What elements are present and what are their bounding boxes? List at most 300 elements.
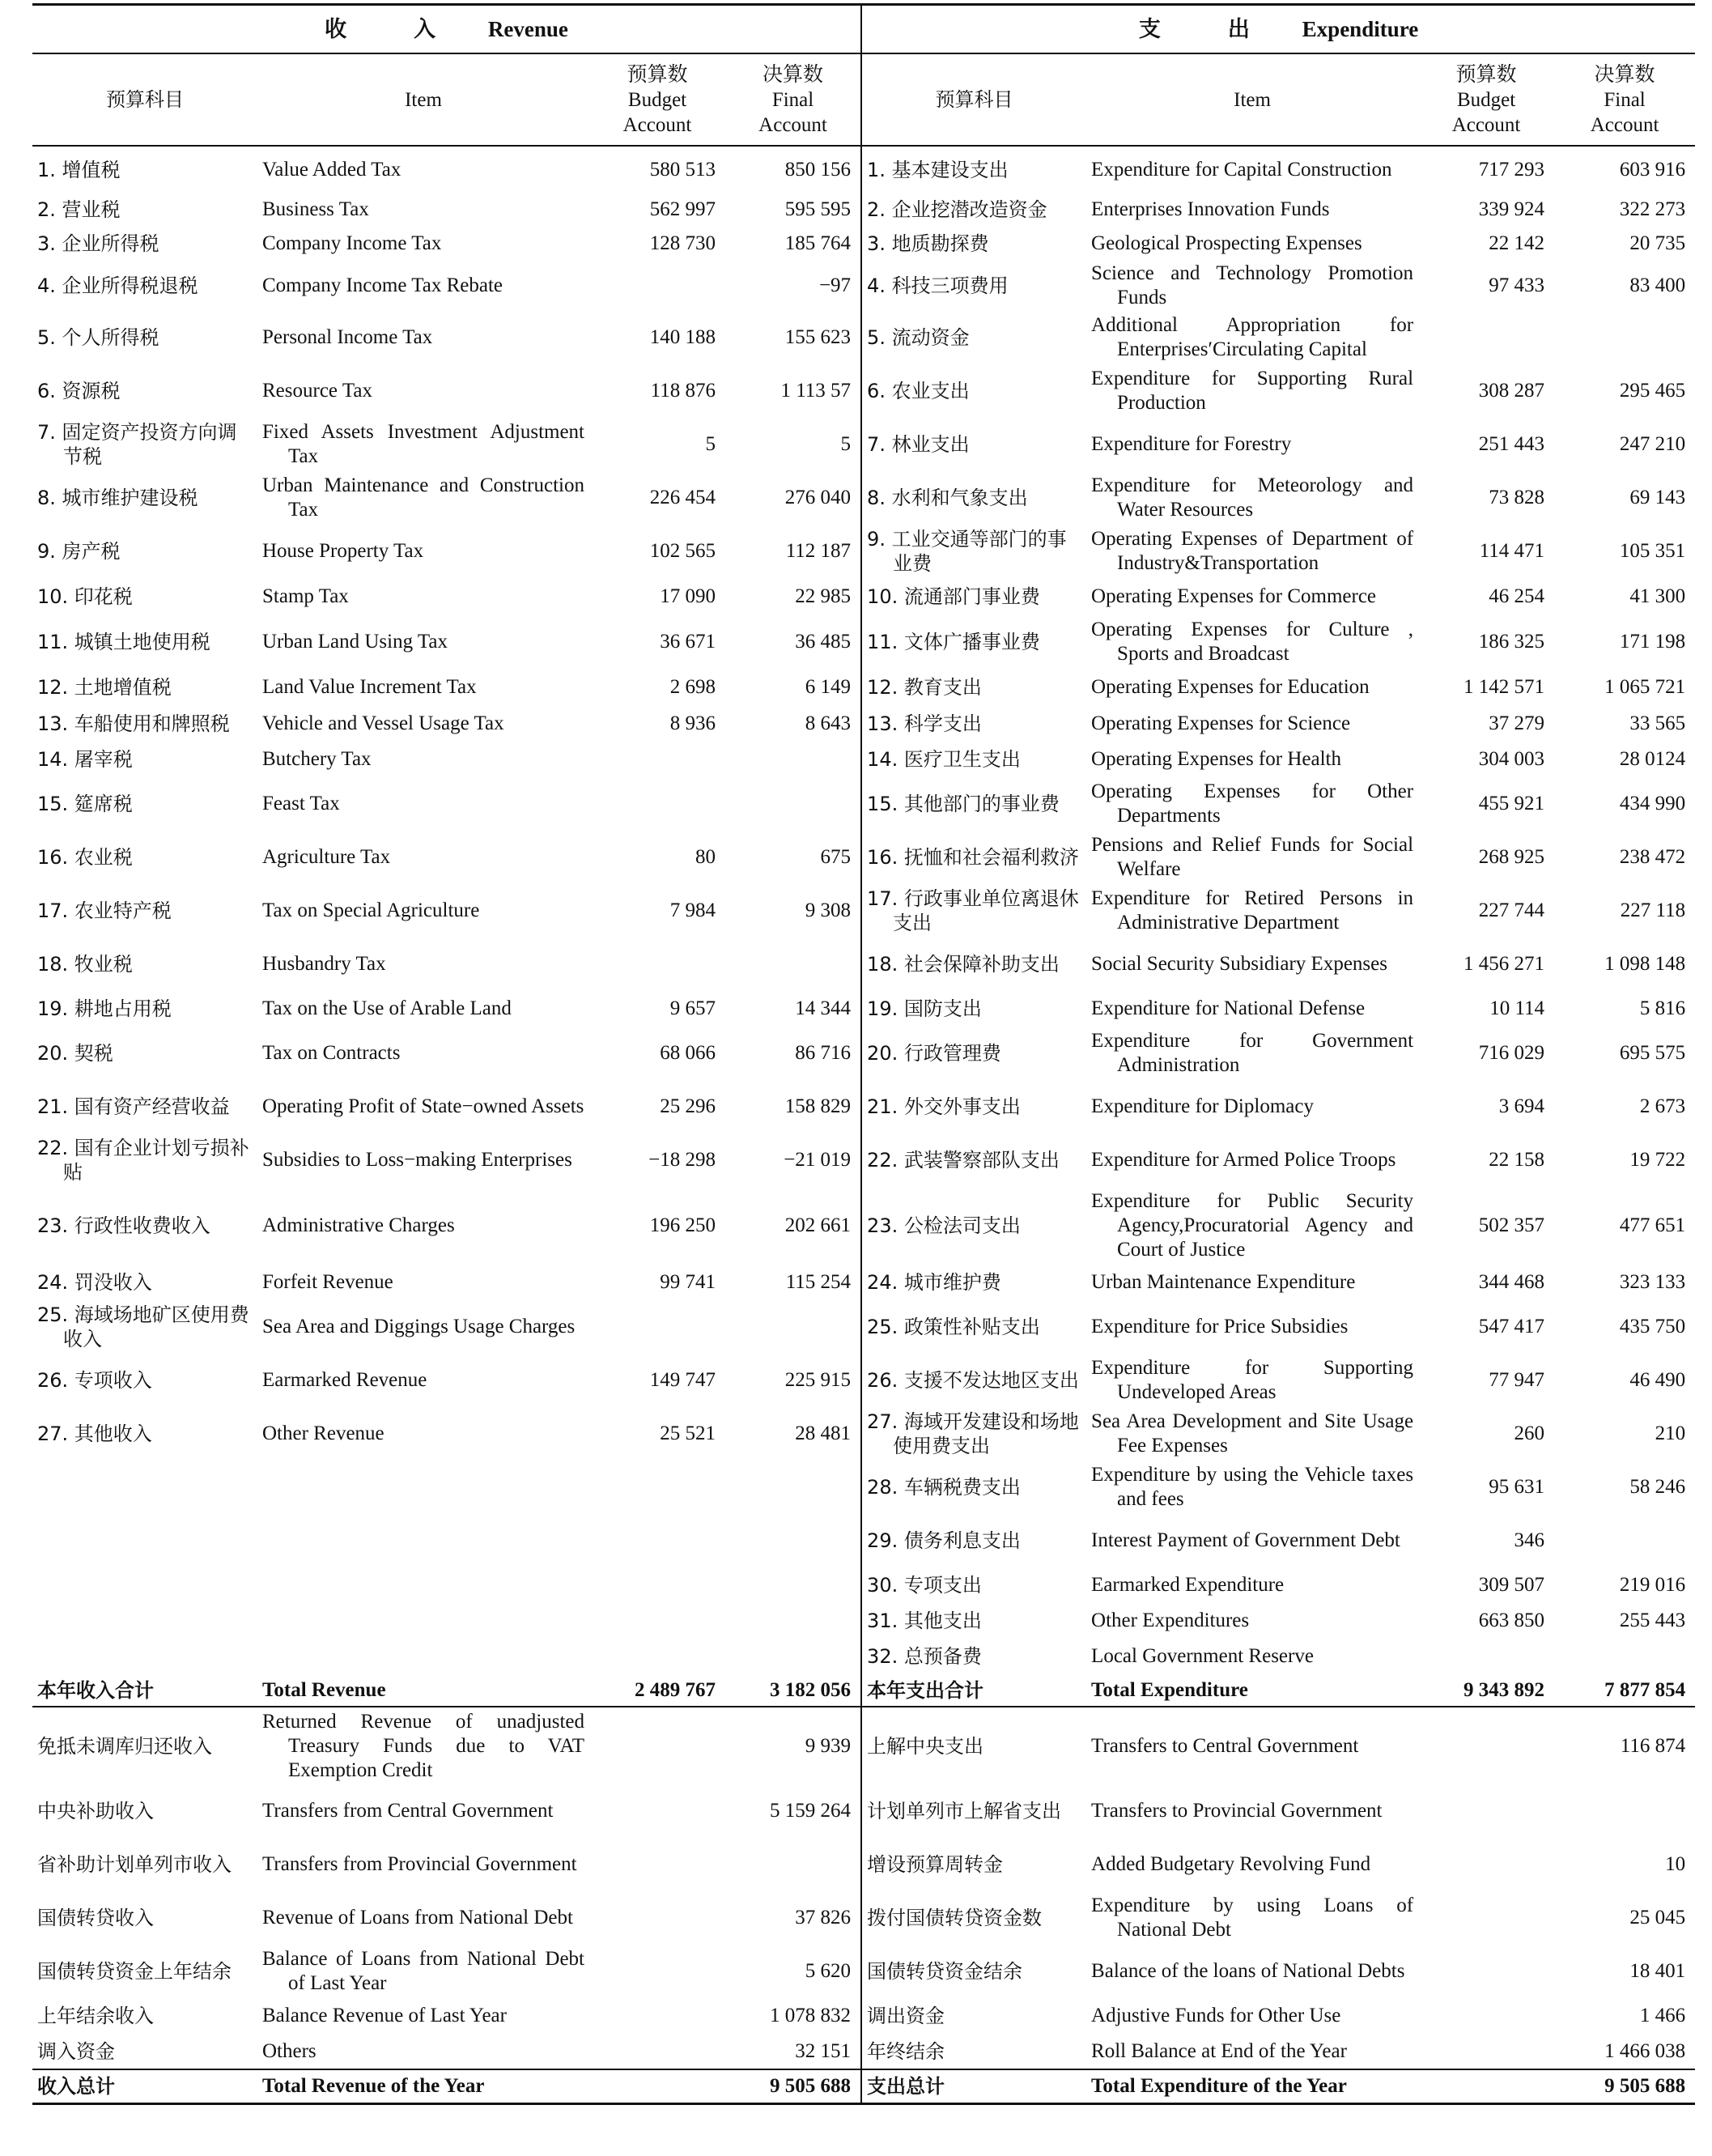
- table-row: [32, 193, 1695, 227]
- revenue-budget-value: 102 565: [649, 540, 716, 562]
- revenue-item-en: Tax on Contracts: [262, 1042, 401, 1064]
- expenditure-subject-cn: 4. 科技三项费用: [867, 274, 1009, 297]
- revenue-budget-value: [589, 777, 725, 831]
- revenue-item-en: Operating Profit of State−owned Assets: [262, 1095, 584, 1117]
- expenditure-final-value: 5 816: [1639, 997, 1686, 1019]
- expenditure-final-value: [1554, 1784, 1695, 1838]
- expenditure-final-value: 58 246: [1629, 1476, 1686, 1498]
- expenditure-subject-cn: 拨付国债转贷资金数: [867, 1907, 1043, 1929]
- revenue-subject-cn: [32, 1567, 257, 1603]
- table-row: [32, 1265, 1695, 1300]
- expenditure-subject-cn: 13. 科学支出: [867, 712, 982, 735]
- revenue-subject-cn: 8. 城市维护建设税: [37, 487, 198, 509]
- revenue-subject-cn: 12. 土地增值税: [37, 676, 172, 699]
- expenditure-final-value: 171 198: [1619, 631, 1686, 653]
- expenditure-final-value: 41 300: [1629, 585, 1686, 607]
- expenditure-item-en: Pensions and Relief Funds for Social Welfare: [1091, 834, 1414, 880]
- expenditure-budget-value: [1418, 2069, 1554, 2104]
- expenditure-final-value: 323 133: [1619, 1271, 1686, 1293]
- expenditure-final-value: 2 673: [1639, 1095, 1686, 1117]
- expenditure-budget-value: 251 443: [1478, 433, 1545, 455]
- revenue-final-value: [725, 1838, 861, 1891]
- revenue-subject-cn: 国债转贷收入: [37, 1907, 154, 1929]
- revenue-subject-cn: 18. 牧业税: [37, 953, 133, 976]
- revenue-final-value: [725, 1603, 861, 1639]
- expenditure-subject-cn: 25. 政策性补贴支出: [867, 1316, 1040, 1338]
- revenue-item-en: Balance of Loans from National Debt of Last Year: [262, 1948, 584, 1994]
- expenditure-budget-value: 46 254: [1489, 585, 1545, 607]
- expenditure-subject-cn: 3. 地质勘探费: [867, 232, 989, 255]
- expenditure-budget-value: 97 433: [1489, 274, 1545, 296]
- revenue-item-en: Stamp Tax: [262, 585, 349, 607]
- revenue-subject-cn: 6. 资源税: [37, 380, 121, 402]
- revenue-final-value: [725, 938, 861, 991]
- header-budget-account: Account: [622, 113, 692, 136]
- revenue-budget-value: 562 997: [649, 198, 716, 220]
- table-row: [32, 471, 1695, 525]
- revenue-item-en: Urban Maintenance and Construction Tax: [262, 474, 584, 521]
- expenditure-item-en: Operating Expenses for Science: [1091, 712, 1351, 734]
- expenditure-subject-cn: 年终结余: [867, 2039, 945, 2063]
- expenditure-subject-cn: 8. 水利和气象支出: [867, 487, 1028, 509]
- expenditure-item-en: Expenditure for Diplomacy: [1091, 1095, 1314, 1117]
- revenue-subject-cn: 1. 增值税: [37, 158, 121, 181]
- revenue-subject-cn: 13. 车船使用和牌照税: [37, 712, 230, 735]
- budget-table: [32, 3, 1695, 2105]
- header-revenue-budget: [589, 53, 725, 146]
- expenditure-budget-value: 304 003: [1478, 748, 1545, 770]
- expenditure-budget-value: 73 828: [1489, 487, 1545, 508]
- revenue-item-en: Total Revenue of the Year: [257, 2069, 589, 2104]
- expenditure-subject-cn: 24. 城市维护费: [867, 1271, 1001, 1294]
- grand-total-row: [32, 2069, 1695, 2104]
- transfer-row: [32, 1998, 1695, 2034]
- revenue-item-en: Land Value Increment Tax: [262, 676, 477, 698]
- revenue-subject-cn: [32, 1639, 257, 1674]
- expenditure-item-en: Transfers to Central Government: [1091, 1734, 1359, 1757]
- expenditure-final-value: [1554, 311, 1695, 364]
- revenue-item-en: Transfers from Provincial Government: [262, 1853, 577, 1875]
- revenue-final-value: [725, 1567, 861, 1603]
- revenue-subject-cn: 23. 行政性收费收入: [37, 1214, 210, 1237]
- expenditure-final-value: 227 118: [1620, 899, 1686, 921]
- table-row: [32, 669, 1695, 706]
- revenue-item-en: Tax on Special Agriculture: [262, 899, 480, 921]
- expenditure-subject-cn: 增设预算周转金: [867, 1853, 1004, 1876]
- expenditure-item-en: Expenditure for Capital Construction: [1091, 158, 1392, 181]
- expenditure-budget-value: 22 158: [1489, 1149, 1545, 1171]
- expenditure-section-title: [861, 5, 1695, 54]
- expenditure-budget-value: 344 468: [1478, 1271, 1545, 1293]
- table-row: [32, 1514, 1695, 1567]
- expenditure-budget-value: 10 114: [1489, 997, 1545, 1019]
- table-row: [32, 578, 1695, 615]
- revenue-subject-cn: 调入资金: [37, 2039, 115, 2063]
- table-row: [32, 1080, 1695, 1133]
- revenue-item-en: Fixed Assets Investment Adjustment Tax: [262, 421, 584, 467]
- expenditure-budget-value: [1418, 1707, 1554, 1784]
- expenditure-item-en: Earmarked Expenditure: [1091, 1574, 1285, 1596]
- revenue-item-en: Butchery Tax: [262, 748, 372, 770]
- expenditure-subject-cn: 上解中央支出: [867, 1734, 984, 1758]
- revenue-item-en: [257, 1461, 589, 1514]
- expenditure-subject-cn: 国债转贷资金结余: [867, 1960, 1023, 1983]
- revenue-item-en: Business Tax: [262, 198, 369, 220]
- revenue-final-value: −21 019: [725, 1133, 861, 1187]
- header-final-account: Account: [758, 113, 827, 136]
- expenditure-subject-cn: 23. 公检法司支出: [867, 1214, 1021, 1237]
- expenditure-budget-value: [1418, 311, 1554, 364]
- expenditure-budget-value: 9 343 892: [1418, 1674, 1554, 1707]
- revenue-final-value: −97: [725, 261, 861, 311]
- revenue-final-value: 9 308: [725, 884, 861, 938]
- revenue-subject-cn: 9. 房产税: [37, 540, 121, 563]
- revenue-cn-label: 收 入: [325, 17, 459, 41]
- revenue-item-en: Others: [262, 2039, 316, 2062]
- revenue-final-value: 112 187: [725, 525, 861, 578]
- revenue-budget-value: 128 730: [649, 232, 716, 254]
- revenue-final-value: 6 149: [725, 669, 861, 706]
- expenditure-budget-value: 339 924: [1478, 198, 1545, 220]
- table-row: [32, 991, 1695, 1027]
- revenue-subject-cn: 上年结余收入: [37, 2005, 154, 2027]
- revenue-final-value: 202 661: [725, 1187, 861, 1265]
- expenditure-final-value: 238 472: [1619, 846, 1686, 868]
- expenditure-final-value: 83 400: [1629, 274, 1686, 296]
- expenditure-final-value: 1 065 721: [1604, 676, 1686, 698]
- transfer-row: [32, 1891, 1695, 1945]
- revenue-subject-cn: 省补助计划单列市收入: [37, 1853, 232, 1876]
- expenditure-item-en: Expenditure by using the Vehicle taxes and fees: [1091, 1464, 1414, 1510]
- expenditure-budget-value: 455 921: [1478, 793, 1545, 814]
- revenue-final-value: 225 915: [725, 1354, 861, 1407]
- header-budget-account: Account: [1451, 113, 1521, 136]
- revenue-subject-cn: 14. 屠宰税: [37, 748, 133, 771]
- expenditure-budget-value: 308 287: [1478, 380, 1545, 402]
- expenditure-subject-cn: 26. 支援不发达地区支出: [867, 1369, 1079, 1392]
- table-row: [32, 742, 1695, 777]
- column-header-row: [32, 53, 1695, 146]
- revenue-budget-value: [589, 1998, 725, 2034]
- expenditure-item-en: Operating Expenses for Commerce: [1091, 585, 1377, 607]
- expenditure-final-value: 1 466: [1639, 2005, 1686, 2026]
- revenue-budget-value: 149 747: [649, 1369, 716, 1391]
- revenue-budget-value: 580 513: [649, 158, 716, 181]
- revenue-item-en: Transfers from Central Government: [262, 1800, 554, 1822]
- revenue-subject-cn: [32, 1514, 257, 1567]
- revenue-budget-value: 9 657: [669, 997, 716, 1019]
- revenue-subject-cn: 19. 耕地占用税: [37, 997, 172, 1020]
- expenditure-final-value: 477 651: [1619, 1214, 1686, 1236]
- revenue-final-value: [725, 1461, 861, 1514]
- revenue-budget-value: 8 936: [669, 712, 716, 734]
- revenue-budget-value: 118 876: [650, 380, 716, 402]
- header-budget-cn: 预算数: [627, 63, 688, 86]
- revenue-item-en: Feast Tax: [262, 793, 340, 814]
- revenue-subject-cn: 27. 其他收入: [37, 1422, 152, 1445]
- expenditure-item-en: Adjustive Funds for Other Use: [1091, 2005, 1341, 2026]
- revenue-subject-cn: 7. 固定资产投资方向调节税: [37, 421, 237, 468]
- revenue-budget-value: 140 188: [649, 326, 716, 348]
- revenue-item-en: Tax on the Use of Arable Land: [262, 997, 512, 1019]
- expenditure-budget-value: 114 471: [1479, 540, 1545, 562]
- expenditure-item-en: Operating Expenses of Department of Industry&Transportation: [1091, 528, 1414, 574]
- table-row: [32, 777, 1695, 831]
- revenue-budget-value: 36 671: [660, 631, 716, 653]
- header-revenue-item: Item: [257, 53, 589, 146]
- header-final-account: Account: [1590, 113, 1659, 136]
- expenditure-item-en: Expenditure by using Loans of National Debt: [1091, 1894, 1414, 1941]
- expenditure-subject-cn: 11. 文体广播事业费: [867, 631, 1040, 653]
- transfer-row: [32, 2034, 1695, 2069]
- header-final-cn: 决算数: [763, 63, 824, 86]
- revenue-budget-value: [589, 1784, 725, 1838]
- revenue-final-value: [725, 777, 861, 831]
- revenue-budget-value: [589, 1300, 725, 1354]
- table-row: [32, 884, 1695, 938]
- revenue-budget-value: [589, 1945, 725, 1998]
- expenditure-subject-cn: 支出总计: [861, 2069, 1086, 2104]
- expenditure-budget-value: 346: [1514, 1529, 1545, 1551]
- expenditure-subject-cn: 21. 外交外事支出: [867, 1095, 1021, 1118]
- total-row: [32, 1674, 1695, 1707]
- expenditure-item-en: Expenditure for Price Subsidies: [1091, 1316, 1349, 1337]
- table-row: [32, 1567, 1695, 1603]
- revenue-item-en: Company Income Tax: [262, 232, 442, 254]
- revenue-budget-value: −18 298: [648, 1149, 716, 1171]
- expenditure-item-en: Other Expenditures: [1091, 1610, 1250, 1631]
- table-row: [32, 1300, 1695, 1354]
- revenue-item-en: Returned Revenue of unadjusted Treasury Funds due to VAT Exemption Credit: [262, 1710, 584, 1781]
- revenue-budget-value: 196 250: [649, 1214, 716, 1236]
- table-row: [32, 525, 1695, 578]
- expenditure-final-value: 18 401: [1629, 1960, 1686, 1982]
- expenditure-final-value: 19 722: [1629, 1149, 1686, 1171]
- header-expenditure-budget: [1418, 53, 1554, 146]
- revenue-subject-cn: 17. 农业特产税: [37, 899, 172, 922]
- expenditure-budget-value: 547 417: [1478, 1316, 1545, 1337]
- revenue-budget-value: 17 090: [660, 585, 716, 607]
- expenditure-subject-cn: 7. 林业支出: [867, 433, 970, 456]
- header-final-en: Final: [1604, 88, 1646, 111]
- expenditure-subject-cn: 31. 其他支出: [867, 1610, 982, 1632]
- revenue-subject-cn: 11. 城镇土地使用税: [37, 631, 210, 653]
- revenue-subject-cn: 收入总计: [32, 2069, 257, 2104]
- expenditure-budget-value: [1418, 1998, 1554, 2034]
- header-budget-cn: 预算数: [1455, 63, 1517, 86]
- revenue-budget-value: 80: [695, 846, 716, 868]
- revenue-budget-value: 25 521: [660, 1422, 716, 1444]
- table-row: [32, 1407, 1695, 1461]
- expenditure-item-en: Interest Payment of Government Debt: [1091, 1529, 1400, 1551]
- expenditure-item-en: Expenditure for Government Administration: [1091, 1030, 1414, 1076]
- revenue-final-value: 115 254: [725, 1265, 861, 1300]
- revenue-budget-value: [589, 742, 725, 777]
- expenditure-cn-label: 支 出: [1138, 17, 1272, 41]
- expenditure-item-en: Expenditure for Retired Persons in Administrative Department: [1091, 887, 1414, 933]
- expenditure-subject-cn: 5. 流动资金: [867, 326, 970, 349]
- revenue-final-value: [725, 1639, 861, 1674]
- expenditure-item-en: Total Expenditure of the Year: [1086, 2069, 1418, 2104]
- revenue-final-value: [725, 1300, 861, 1354]
- expenditure-item-en: Urban Maintenance Expenditure: [1091, 1271, 1356, 1293]
- expenditure-final-value: 25 045: [1629, 1907, 1686, 1928]
- expenditure-item-en: Expenditure for Armed Police Troops: [1091, 1149, 1396, 1171]
- header-final-en: Final: [771, 88, 814, 111]
- expenditure-subject-cn: 16. 抚恤和社会福利救济: [867, 846, 1079, 869]
- expenditure-subject-cn: 28. 车辆税费支出: [867, 1476, 1021, 1499]
- revenue-budget-value: 2 698: [669, 676, 716, 698]
- table-row: [32, 831, 1695, 884]
- expenditure-budget-value: 22 142: [1489, 232, 1545, 254]
- expenditure-item-en: Transfers to Provincial Government: [1091, 1800, 1383, 1822]
- revenue-budget-value: 226 454: [649, 487, 716, 508]
- revenue-budget-value: [589, 938, 725, 991]
- revenue-subject-cn: 16. 农业税: [37, 846, 133, 869]
- revenue-item-en: Administrative Charges: [262, 1214, 455, 1236]
- expenditure-subject-cn: 15. 其他部门的事业费: [867, 793, 1060, 815]
- expenditure-final-value: 219 016: [1619, 1574, 1686, 1596]
- expenditure-final-value: 33 565: [1629, 712, 1686, 734]
- revenue-budget-value: 5: [705, 433, 716, 455]
- revenue-final-value: 86 716: [725, 1027, 861, 1080]
- expenditure-final-value: 116 874: [1620, 1734, 1686, 1757]
- revenue-item-en: Earmarked Revenue: [262, 1369, 427, 1391]
- expenditure-budget-value: 3 694: [1498, 1095, 1545, 1117]
- expenditure-budget-value: [1418, 2034, 1554, 2069]
- revenue-item-en: Revenue of Loans from National Debt: [262, 1907, 573, 1928]
- expenditure-subject-cn: 20. 行政管理费: [867, 1042, 1001, 1065]
- revenue-final-value: 5: [725, 418, 861, 471]
- revenue-final-value: 595 595: [725, 193, 861, 227]
- revenue-final-value: 28 481: [725, 1407, 861, 1461]
- expenditure-final-value: 435 750: [1619, 1316, 1686, 1337]
- header-revenue-final: [725, 53, 861, 146]
- revenue-budget-value: [589, 1838, 725, 1891]
- table-row: [32, 615, 1695, 669]
- expenditure-final-value: [1554, 1514, 1695, 1567]
- expenditure-budget-value: [1418, 1639, 1554, 1674]
- revenue-final-value: 155 623: [725, 311, 861, 364]
- table-row: [32, 1133, 1695, 1187]
- expenditure-budget-value: 260: [1514, 1422, 1545, 1444]
- revenue-section-title: [32, 5, 861, 54]
- revenue-budget-value: [589, 1514, 725, 1567]
- revenue-item-en: [257, 1639, 589, 1674]
- expenditure-final-value: 295 465: [1619, 380, 1686, 402]
- expenditure-item-en: Expenditure for Supporting Undeveloped Areas: [1091, 1357, 1414, 1403]
- revenue-item-en: Resource Tax: [262, 380, 372, 402]
- revenue-final-value: 14 344: [725, 991, 861, 1027]
- revenue-budget-value: [589, 1891, 725, 1945]
- expenditure-item-en: Total Expenditure: [1086, 1674, 1418, 1707]
- table-row: [32, 1461, 1695, 1514]
- expenditure-subject-cn: 14. 医疗卫生支出: [867, 748, 1021, 771]
- expenditure-item-en: Operating Expenses for Education: [1091, 676, 1370, 698]
- expenditure-final-value: 1 098 148: [1604, 953, 1686, 975]
- table-row: [32, 146, 1695, 193]
- expenditure-subject-cn: 22. 武装警察部队支出: [867, 1149, 1060, 1172]
- expenditure-item-en: Expenditure for Meteorology and Water Resources: [1091, 474, 1414, 521]
- expenditure-subject-cn: 27. 海域开发建设和场地使用费支出: [867, 1410, 1079, 1457]
- revenue-final-value: 1 113 57: [725, 364, 861, 418]
- revenue-subject-cn: 2. 营业税: [37, 198, 121, 221]
- revenue-budget-value: [589, 1639, 725, 1674]
- revenue-subject-cn: 26. 专项收入: [37, 1369, 152, 1392]
- revenue-subject-cn: [32, 1603, 257, 1639]
- expenditure-budget-value: 95 631: [1489, 1476, 1545, 1498]
- expenditure-item-en: Additional Appropriation for Enterprises′Circulating Capital: [1091, 314, 1414, 360]
- revenue-item-en: Forfeit Revenue: [262, 1271, 393, 1293]
- revenue-subject-cn: 本年收入合计: [32, 1674, 257, 1707]
- revenue-budget-value: [589, 2069, 725, 2104]
- revenue-subject-cn: 中央补助收入: [37, 1800, 154, 1822]
- revenue-budget-value: [589, 2034, 725, 2069]
- expenditure-budget-value: 663 850: [1478, 1610, 1545, 1631]
- revenue-final-value: 158 829: [725, 1080, 861, 1133]
- revenue-final-value: 22 985: [725, 578, 861, 615]
- expenditure-final-value: 28 0124: [1619, 748, 1686, 770]
- expenditure-subject-cn: 2. 企业挖潜改造资金: [867, 198, 1047, 221]
- expenditure-final-value: 20 735: [1629, 232, 1686, 254]
- revenue-item-en: Sea Area and Diggings Usage Charges: [262, 1316, 576, 1337]
- table-row: [32, 706, 1695, 742]
- table-row: [32, 261, 1695, 311]
- expenditure-subject-cn: 10. 流通部门事业费: [867, 585, 1040, 608]
- header-budget-en: Budget: [1456, 88, 1516, 111]
- revenue-final-value: 37 826: [725, 1891, 861, 1945]
- expenditure-budget-value: 1 456 271: [1463, 953, 1545, 975]
- expenditure-item-en: Sea Area Development and Site Usage Fee Expenses: [1091, 1410, 1414, 1456]
- expenditure-budget-value: [1418, 1838, 1554, 1891]
- revenue-subject-cn: [32, 1461, 257, 1514]
- transfer-row: [32, 1945, 1695, 1998]
- revenue-final-value: 276 040: [725, 471, 861, 525]
- revenue-budget-value: [589, 1603, 725, 1639]
- revenue-final-value: 675: [725, 831, 861, 884]
- expenditure-subject-cn: 9. 工业交通等部门的事业费: [867, 528, 1067, 575]
- expenditure-subject-cn: 30. 专项支出: [867, 1574, 982, 1597]
- expenditure-en-label: Expenditure: [1302, 17, 1419, 41]
- revenue-subject-cn: 3. 企业所得税: [37, 232, 159, 255]
- header-budget-en: Budget: [627, 88, 687, 111]
- expenditure-item-en: Science and Technology Promotion Funds: [1091, 262, 1414, 308]
- revenue-item-en: [257, 1567, 589, 1603]
- expenditure-subject-cn: 18. 社会保障补助支出: [867, 953, 1060, 976]
- expenditure-budget-value: 309 507: [1478, 1574, 1545, 1596]
- revenue-final-value: 850 156: [725, 146, 861, 193]
- expenditure-subject-cn: 29. 债务利息支出: [867, 1529, 1021, 1552]
- revenue-subject-cn: 22. 国有企业计划亏损补贴: [37, 1137, 249, 1184]
- expenditure-item-en: Operating Expenses for Culture , Sports and Broadcast: [1091, 619, 1414, 665]
- revenue-item-en: Company Income Tax Rebate: [262, 274, 503, 296]
- transfer-row: [32, 1707, 1695, 1784]
- revenue-final-value: 3 182 056: [725, 1674, 861, 1707]
- revenue-budget-value: 99 741: [660, 1271, 716, 1293]
- table-row: [32, 938, 1695, 991]
- expenditure-final-value: 7 877 854: [1554, 1674, 1695, 1707]
- revenue-subject-cn: 24. 罚没收入: [37, 1271, 152, 1294]
- revenue-final-value: 36 485: [725, 615, 861, 669]
- header-expenditure-subject: 预算科目: [861, 53, 1086, 146]
- budget-table-page: [32, 3, 1695, 2105]
- expenditure-item-en: Expenditure for Public Security Agency,Procuratorial Agency and Court of Justice: [1091, 1190, 1414, 1261]
- header-revenue-subject: 预算科目: [32, 53, 257, 146]
- expenditure-item-en: Added Budgetary Revolving Fund: [1091, 1853, 1371, 1875]
- revenue-budget-value: [589, 1461, 725, 1514]
- revenue-item-en: Vehicle and Vessel Usage Tax: [262, 712, 504, 734]
- table-row: [32, 1639, 1695, 1674]
